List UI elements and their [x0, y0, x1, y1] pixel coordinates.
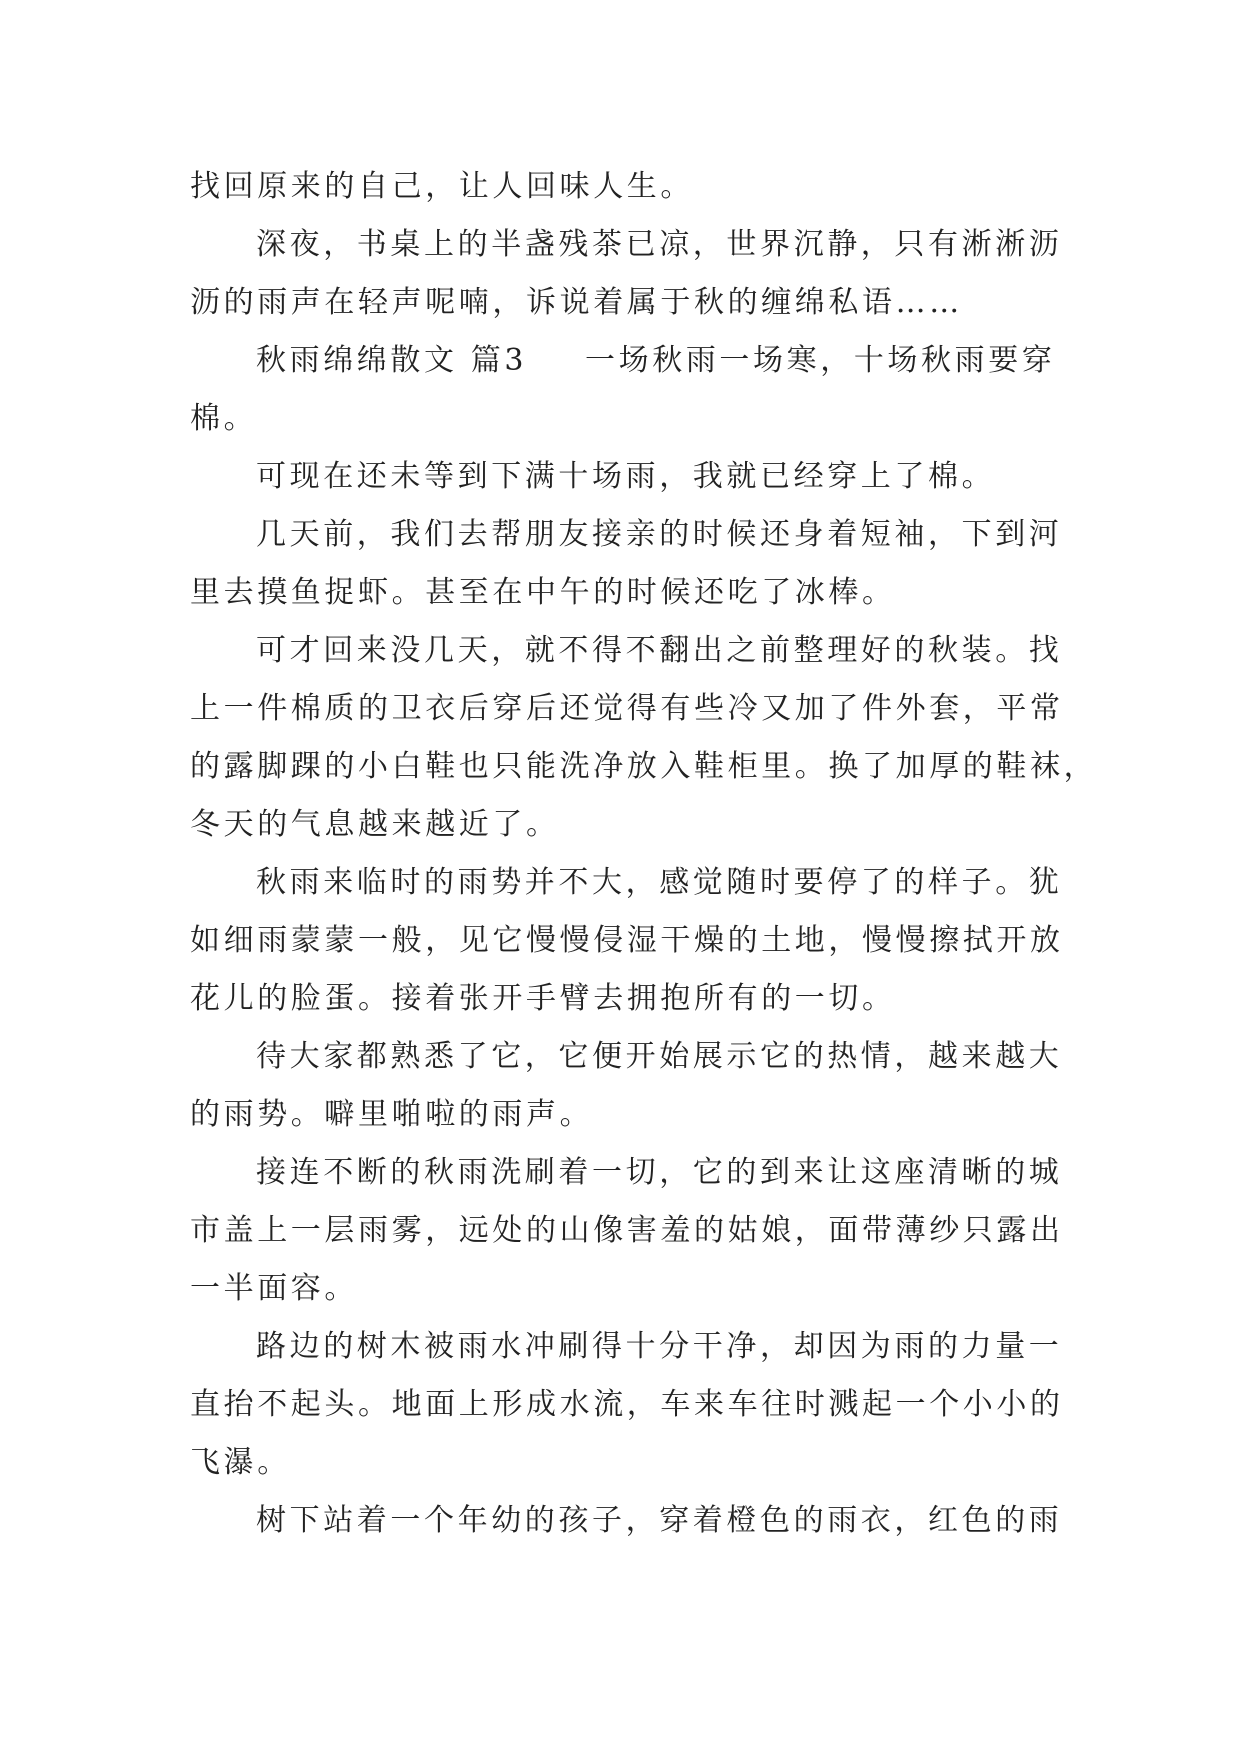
paragraph	[190, 158, 1050, 216]
text-line: 找回原来的自己，让人回味人生。	[190, 169, 694, 204]
text-line: 冬天的气息越来越近了。	[190, 807, 560, 842]
text-line: 可才回来没几天，就不得不翻出之前整理好的秋装。找	[256, 633, 1063, 668]
text-line: 里去摸鱼捉虾。甚至在中午的时候还吃了冰棒。	[190, 575, 896, 610]
text-line: 如细雨蒙蒙一般，见它慢慢侵湿干燥的土地，慢慢擦拭开放	[190, 923, 1064, 958]
text-line: 路边的树木被雨水冲刷得十分干净，却因为雨的力量一	[256, 1329, 1063, 1364]
text-line: 秋雨来临时的雨势并不大，感觉随时要停了的样子。犹	[256, 865, 1063, 900]
paragraph	[190, 1318, 1064, 1492]
text-line: 待大家都熟悉了它，它便开始展示它的热情，越来越大	[256, 1039, 1063, 1074]
paragraph	[190, 622, 1098, 854]
text-line: 几天前，我们去帮朋友接亲的时候还身着短袖，下到河	[256, 517, 1063, 552]
text-line: 沥的雨声在轻声呢喃，诉说着属于秋的缠绵私语……	[190, 285, 963, 320]
text-line: 接连不断的秋雨洗刷着一切，它的到来让这座清晰的城	[256, 1155, 1063, 1190]
text-line: 深夜，书桌上的半盏残茶已凉，世界沉静，只有淅淅沥	[256, 227, 1063, 262]
paragraph	[190, 1028, 1063, 1144]
text-line: 直抬不起头。地面上形成水流，车来车往时溅起一个小小的	[190, 1387, 1064, 1422]
paragraph	[190, 216, 1063, 332]
text-line: 一半面容。	[190, 1271, 358, 1306]
paragraph	[190, 506, 1063, 622]
text-line: 的雨势。噼里啪啦的雨声。	[190, 1097, 594, 1132]
text-line: 花儿的脸蛋。接着张开手臂去拥抱所有的一切。	[190, 981, 896, 1016]
paragraph	[190, 448, 1050, 506]
paragraph	[190, 332, 1056, 448]
section-heading: 秋雨绵绵散文 篇3	[256, 343, 528, 378]
text-line: 飞瀑。	[190, 1445, 291, 1480]
paragraph	[190, 854, 1064, 1028]
text-line: 市盖上一层雨雾，远处的山像害羞的姑娘，面带薄纱只露出	[190, 1213, 1064, 1248]
document-page	[190, 158, 1098, 1550]
text-line: 上一件棉质的卫衣后穿后还觉得有些冷又加了件外套，平常	[190, 691, 1064, 726]
text-line: 的露脚踝的小白鞋也只能洗净放入鞋柜里。换了加厚的鞋袜，	[190, 749, 1098, 784]
text-line	[190, 332, 1056, 390]
text-run: 一场秋雨一场寒，十场秋雨要穿	[585, 343, 1056, 378]
paragraph	[190, 1144, 1064, 1318]
text-line: 可现在还未等到下满十场雨，我就已经穿上了棉。	[256, 459, 996, 494]
paragraph	[190, 1492, 1063, 1550]
text-line: 树下站着一个年幼的孩子，穿着橙色的雨衣，红色的雨	[256, 1503, 1063, 1538]
text-line: 棉。	[190, 401, 258, 436]
